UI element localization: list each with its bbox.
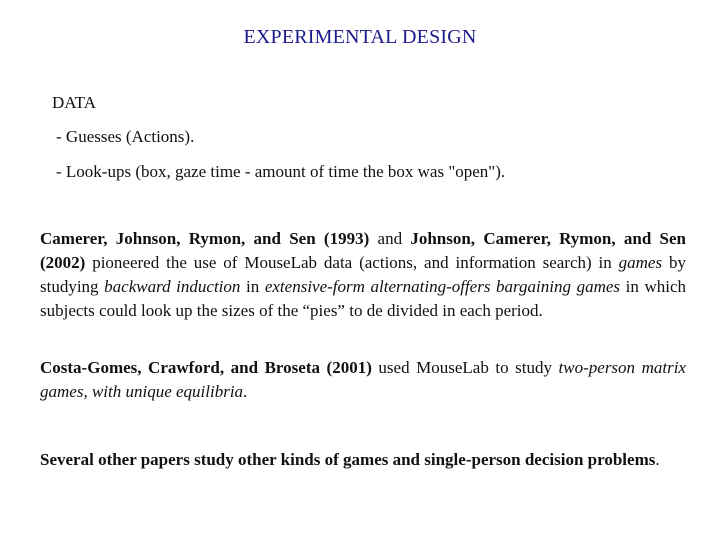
page-title: EXPERIMENTAL DESIGN bbox=[243, 26, 477, 48]
paragraph-mouselab-pioneers bbox=[40, 227, 686, 323]
text-segment: . bbox=[243, 382, 248, 401]
emphasis-games: games bbox=[618, 253, 663, 272]
ref-costa-gomes-2001: Costa-Gomes, Crawford, and Broseta (2001) bbox=[40, 358, 372, 377]
text-segment: by studying bbox=[40, 253, 686, 296]
text-segment: . bbox=[655, 450, 660, 469]
paragraph-other-papers bbox=[40, 448, 686, 472]
text-segment: used MouseLab to study bbox=[371, 358, 559, 377]
ref-camerer-1993: Camerer, Johnson, Rymon, and Sen (1993) bbox=[40, 229, 370, 248]
text-segment: pioneered the use of MouseLab data (actions, and information search) in bbox=[85, 253, 619, 272]
bullet-guesses: - Guesses (Actions). bbox=[56, 127, 195, 146]
emphasis-bargaining-games: extensive-form alternating-offers bargaining games bbox=[264, 277, 621, 296]
paragraph-costa-gomes bbox=[40, 356, 686, 404]
text-segment: in which subjects could look up the sizes of the “pies” to de divided in each period. bbox=[40, 277, 687, 320]
ref-johnson-2002: Johnson, Camerer, Rymon, and Sen (2002) bbox=[40, 229, 687, 272]
text-segment: in bbox=[240, 277, 265, 296]
emphasis-backward-induction: backward induction bbox=[104, 277, 241, 296]
bullet-lookups: - Look-ups (box, gaze time - amount of time the box was "open"). bbox=[56, 162, 506, 181]
other-papers-text: Several other papers study other kinds of games and single-person decision problems bbox=[40, 450, 656, 469]
text-segment: and bbox=[369, 229, 411, 248]
emphasis-matrix-games: two-person matrix games, with unique equilibria bbox=[40, 358, 686, 401]
data-heading: DATA bbox=[52, 93, 96, 112]
